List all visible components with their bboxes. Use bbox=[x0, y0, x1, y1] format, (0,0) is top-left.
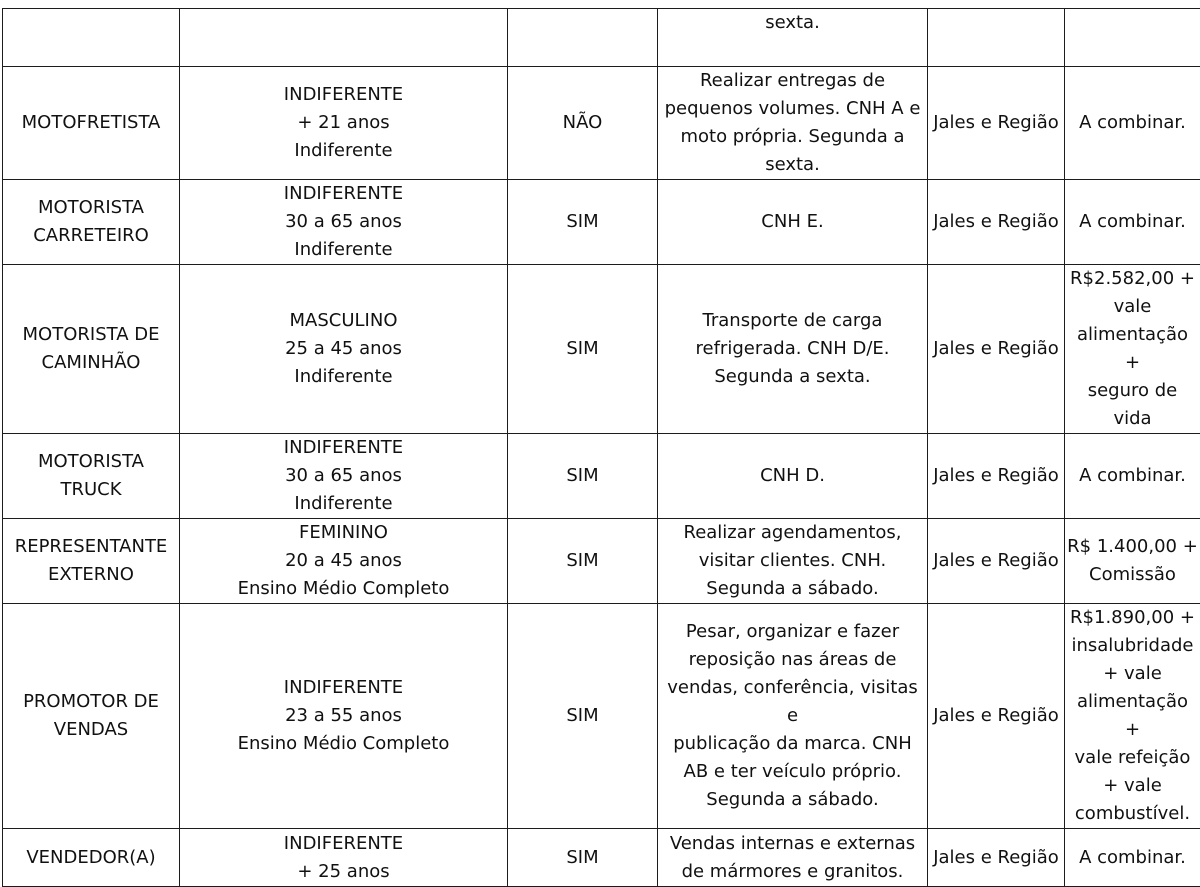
salary-cell bbox=[1065, 9, 1200, 67]
experience-cell: SIM bbox=[508, 265, 658, 434]
description-cell: Pesar, organizar e fazer reposição nas áreas de vendas, conferência, visitas e publicação da marca. CNH AB e ter veículo próprio. Segunda a sábado. bbox=[658, 604, 928, 829]
salary-cell: R$2.582,00 + vale alimentação + seguro de vida bbox=[1065, 265, 1200, 434]
table-row bbox=[3, 9, 1200, 67]
experience-cell: SIM bbox=[508, 180, 658, 265]
profile-cell: INDIFERENTE + 25 anos bbox=[180, 829, 508, 887]
profile-cell: INDIFERENTE 30 a 65 anos Indiferente bbox=[180, 434, 508, 519]
table-row bbox=[3, 604, 1200, 829]
salary-cell: R$ 1.400,00 + Comissão bbox=[1065, 519, 1200, 604]
job-title-cell: VENDEDOR(A) bbox=[3, 829, 180, 887]
experience-cell: SIM bbox=[508, 829, 658, 887]
profile-cell: INDIFERENTE 30 a 65 anos Indiferente bbox=[180, 180, 508, 265]
profile-cell: FEMININO 20 a 45 anos Ensino Médio Completo bbox=[180, 519, 508, 604]
job-title-cell bbox=[3, 9, 180, 67]
location-cell: Jales e Região bbox=[928, 519, 1065, 604]
description-cell: sexta. bbox=[658, 9, 928, 67]
location-cell: Jales e Região bbox=[928, 180, 1065, 265]
profile-cell: INDIFERENTE + 21 anos Indiferente bbox=[180, 67, 508, 180]
salary-cell: A combinar. bbox=[1065, 67, 1200, 180]
job-listings-table bbox=[2, 8, 1200, 887]
job-title-cell: REPRESENTANTE EXTERNO bbox=[3, 519, 180, 604]
description-cell: Vendas internas e externas de mármores e granitos. bbox=[658, 829, 928, 887]
location-cell: Jales e Região bbox=[928, 265, 1065, 434]
salary-cell: R$1.890,00 + insalubridade + vale alimentação + vale refeição + vale combustível. bbox=[1065, 604, 1200, 829]
experience-cell: SIM bbox=[508, 604, 658, 829]
description-cell: CNH E. bbox=[658, 180, 928, 265]
experience-cell bbox=[508, 9, 658, 67]
salary-cell: A combinar. bbox=[1065, 434, 1200, 519]
salary-cell: A combinar. bbox=[1065, 180, 1200, 265]
description-cell: CNH D. bbox=[658, 434, 928, 519]
location-cell: Jales e Região bbox=[928, 434, 1065, 519]
table-row bbox=[3, 829, 1200, 887]
location-cell: Jales e Região bbox=[928, 604, 1065, 829]
description-cell: Realizar agendamentos, visitar clientes. CNH. Segunda a sábado. bbox=[658, 519, 928, 604]
job-title-cell: PROMOTOR DE VENDAS bbox=[3, 604, 180, 829]
profile-cell bbox=[180, 9, 508, 67]
location-cell: Jales e Região bbox=[928, 829, 1065, 887]
location-cell bbox=[928, 9, 1065, 67]
experience-cell: SIM bbox=[508, 434, 658, 519]
table-row bbox=[3, 180, 1200, 265]
description-cell: Realizar entregas de pequenos volumes. CNH A e moto própria. Segunda a sexta. bbox=[658, 67, 928, 180]
job-title-cell: MOTOFRETISTA bbox=[3, 67, 180, 180]
profile-cell: INDIFERENTE 23 a 55 anos Ensino Médio Completo bbox=[180, 604, 508, 829]
description-cell: Transporte de carga refrigerada. CNH D/E. Segunda a sexta. bbox=[658, 265, 928, 434]
table-row bbox=[3, 519, 1200, 604]
table-row bbox=[3, 434, 1200, 519]
table-row bbox=[3, 265, 1200, 434]
salary-cell: A combinar. bbox=[1065, 829, 1200, 887]
job-title-cell: MOTORISTA TRUCK bbox=[3, 434, 180, 519]
job-title-cell: MOTORISTA DE CAMINHÃO bbox=[3, 265, 180, 434]
location-cell: Jales e Região bbox=[928, 67, 1065, 180]
job-title-cell: MOTORISTA CARRETEIRO bbox=[3, 180, 180, 265]
experience-cell: SIM bbox=[508, 519, 658, 604]
table-row bbox=[3, 67, 1200, 180]
experience-cell: NÃO bbox=[508, 67, 658, 180]
profile-cell: MASCULINO 25 a 45 anos Indiferente bbox=[180, 265, 508, 434]
